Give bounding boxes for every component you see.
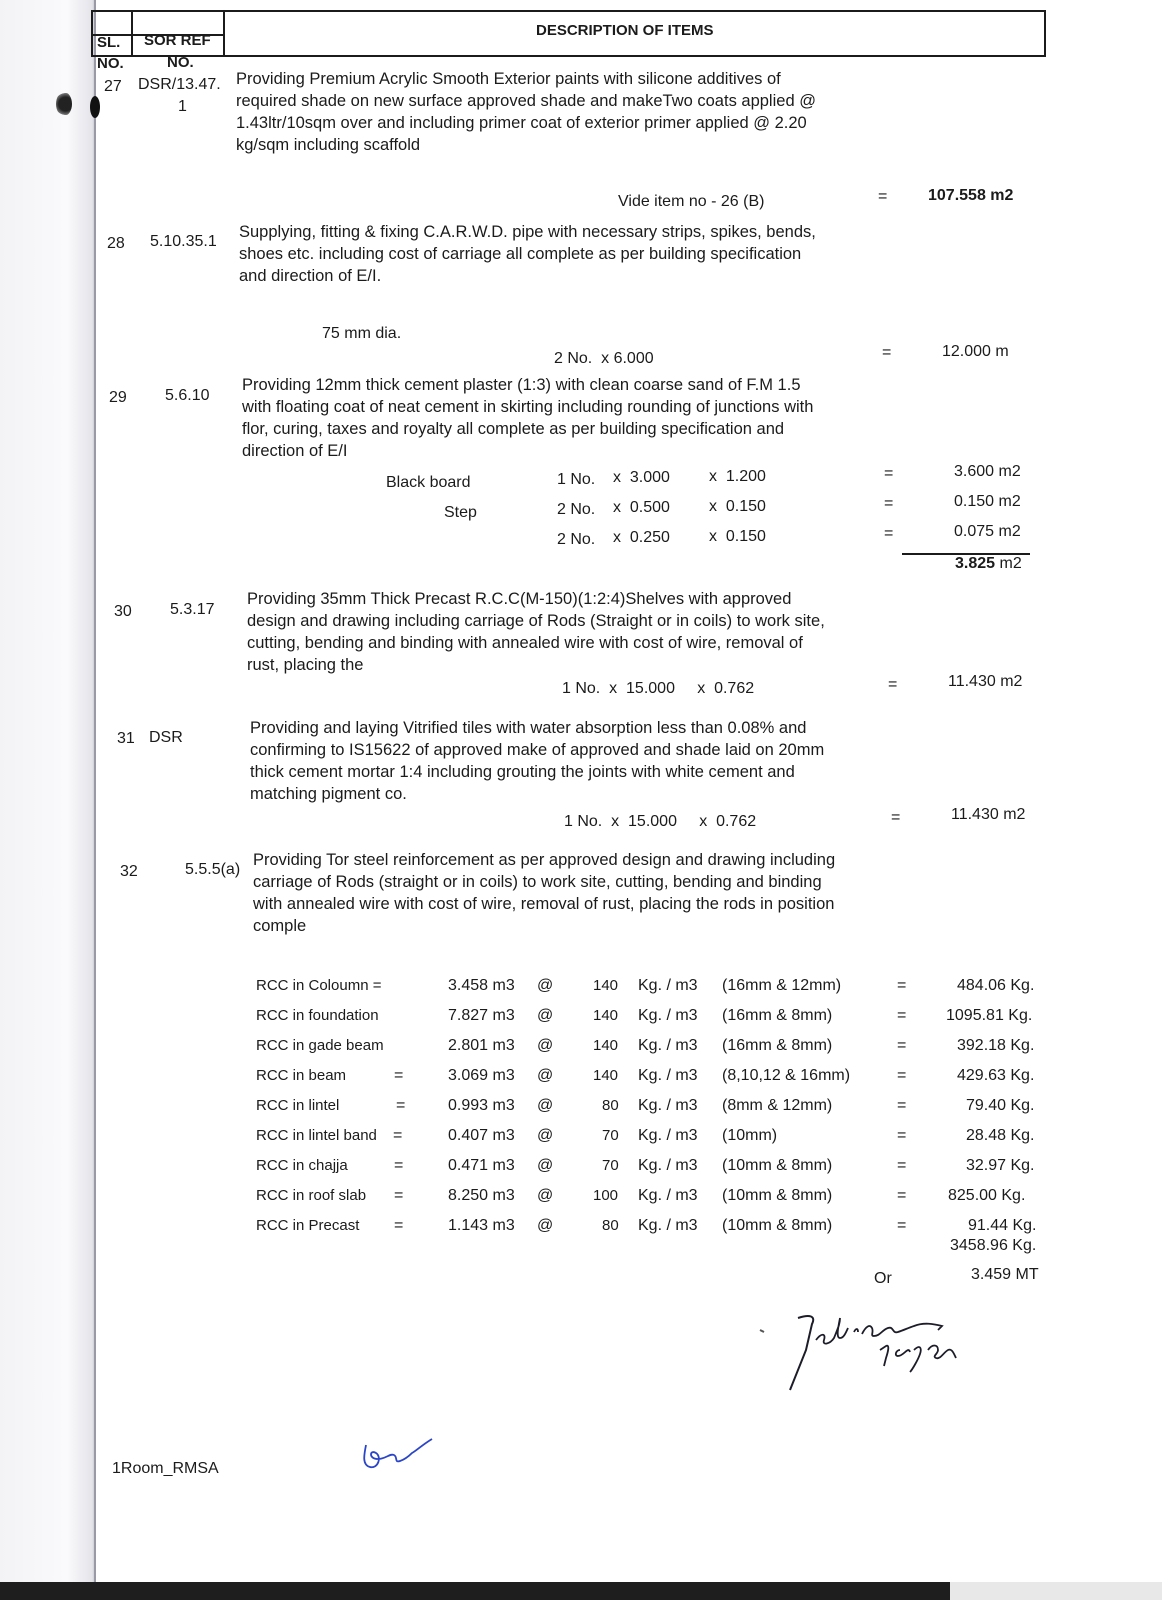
steel-unit: Kg. / m3 xyxy=(638,1007,698,1024)
steel-label-equals: = xyxy=(393,1127,403,1144)
steel-label: RCC in Precast xyxy=(256,1217,360,1234)
desc-line: confirming to IS15622 of approved make of approved and shade laid on 20mm xyxy=(250,741,825,759)
steel-quantity: 825.00 Kg. xyxy=(948,1187,1026,1204)
item-30-description xyxy=(247,588,825,676)
item-32-total-mt: 3.459 MT xyxy=(971,1266,1039,1283)
steel-unit: Kg. / m3 xyxy=(638,977,698,994)
item-28-sl: 28 xyxy=(107,235,125,252)
at-sign: @ xyxy=(537,1007,554,1024)
steel-rate: 70 xyxy=(602,1157,619,1174)
steel-quantity: 392.18 Kg. xyxy=(957,1037,1035,1054)
binding-edge xyxy=(0,0,96,1600)
or-label: Or xyxy=(874,1270,892,1287)
at-sign: @ xyxy=(537,1127,554,1144)
steel-rate: 140 xyxy=(593,1007,619,1024)
steel-diameter: (16mm & 8mm) xyxy=(722,1037,833,1054)
desc-line: comple xyxy=(253,917,307,935)
steel-equals: = xyxy=(897,1067,907,1084)
measure-label: Black board xyxy=(386,474,471,491)
desc-line: rust, placing the xyxy=(247,656,364,674)
steel-unit: Kg. / m3 xyxy=(638,1067,698,1084)
header-sor: SOR REF xyxy=(144,32,211,49)
item-28-sor: 5.10.35.1 xyxy=(150,233,217,250)
header-sl-2: NO. xyxy=(97,55,124,72)
measure-width: x 0.150 xyxy=(709,498,766,515)
measure-quantity: 0.150 m2 xyxy=(954,493,1021,510)
steel-equals: = xyxy=(897,1187,907,1204)
at-sign: @ xyxy=(537,1217,554,1234)
item-27-quantity: 107.558 m2 xyxy=(928,187,1014,204)
steel-rate: 80 xyxy=(602,1097,619,1114)
at-sign: @ xyxy=(537,1157,554,1174)
measure-quantity: 0.075 m2 xyxy=(954,523,1021,540)
signature-mark xyxy=(750,1310,1050,1400)
at-sign: @ xyxy=(537,1187,554,1204)
item-27-sor-2: 1 xyxy=(178,98,187,115)
steel-diameter: (10mm & 8mm) xyxy=(722,1187,833,1204)
punch-hole-mark xyxy=(90,96,100,118)
steel-equals: = xyxy=(897,1127,907,1144)
steel-diameter: (8,10,12 & 16mm) xyxy=(722,1067,851,1084)
measure-quantity: 3.600 m2 xyxy=(954,463,1021,480)
desc-line: Supplying, fitting & fixing C.A.R.W.D. pipe with necessary strips, spikes, bends, xyxy=(239,223,816,241)
desc-line: Providing 35mm Thick Precast R.C.C(M-150)(1:2:4)Shelves with approved xyxy=(247,590,792,608)
item-32-sor: 5.5.5(a) xyxy=(185,861,241,878)
header-sl: SL. xyxy=(97,34,121,51)
steel-diameter: (10mm & 8mm) xyxy=(722,1157,833,1174)
steel-rate: 140 xyxy=(593,977,619,994)
desc-line: cutting, bending and binding with annealed wire with cost of wire, removal of xyxy=(247,634,803,652)
desc-line: Providing and laying Vitrified tiles with water absorption less than 0.08% and xyxy=(250,719,807,737)
steel-quantity: 484.06 Kg. xyxy=(957,977,1035,994)
measure-count: 2 No. xyxy=(557,501,596,518)
steel-label: RCC in lintel band xyxy=(256,1127,377,1144)
at-sign: @ xyxy=(537,1097,554,1114)
steel-quantity: 32.97 Kg. xyxy=(966,1157,1035,1174)
steel-unit: Kg. / m3 xyxy=(638,1157,698,1174)
steel-rate: 140 xyxy=(593,1037,619,1054)
steel-volume: 0.993 m3 xyxy=(448,1097,515,1114)
steel-equals: = xyxy=(897,977,907,994)
at-sign: @ xyxy=(537,1037,554,1054)
steel-diameter: (10mm) xyxy=(722,1127,778,1144)
item-28-calc: 2 No. x 6.000 xyxy=(554,350,654,367)
item-27-sl: 27 xyxy=(104,78,122,95)
steel-volume: 2.801 m3 xyxy=(448,1037,515,1054)
item-31-equals: = xyxy=(891,809,901,826)
steel-equals: = xyxy=(897,1097,907,1114)
steel-quantity: 91.44 Kg. xyxy=(968,1217,1037,1234)
measure-length: x 3.000 xyxy=(613,469,670,486)
steel-rate: 80 xyxy=(602,1217,619,1234)
steel-label: RCC in chajja xyxy=(256,1157,348,1174)
steel-equals: = xyxy=(897,1217,907,1234)
item-27-equals: = xyxy=(878,188,888,205)
item-31-description xyxy=(250,717,824,805)
steel-volume: 0.407 m3 xyxy=(448,1127,515,1144)
at-sign: @ xyxy=(537,977,554,994)
steel-rate: 140 xyxy=(593,1067,619,1084)
desc-line: thick cement mortar 1:4 including grouting the joints with white cement and xyxy=(250,763,795,781)
item-31-calc: 1 No. x 15.000 x 0.762 xyxy=(564,813,757,830)
desc-line: shoes etc. including cost of carriage all complete as per building specification xyxy=(239,245,802,263)
steel-quantity: 28.48 Kg. xyxy=(966,1127,1035,1144)
steel-diameter: (10mm & 8mm) xyxy=(722,1217,833,1234)
measure-label: Step xyxy=(444,504,477,521)
item-29-total-value: 3.825 xyxy=(955,555,996,572)
steel-volume: 0.471 m3 xyxy=(448,1157,515,1174)
punch-hole xyxy=(56,92,72,116)
desc-line: Providing 12mm thick cement plaster (1:3) with clean coarse sand of F.M 1.5 xyxy=(242,376,801,394)
item-27-sor: DSR/13.47. xyxy=(138,76,221,93)
at-sign: @ xyxy=(537,1067,554,1084)
desc-line: 1.43ltr/10sqm over and including primer coat of exterior primer applied @ 2.20 xyxy=(236,114,807,132)
item-28-quantity: 12.000 m xyxy=(942,343,1009,360)
measure-length: x 0.250 xyxy=(613,529,670,546)
measure-equals: = xyxy=(884,465,894,482)
item-30-quantity: 11.430 m2 xyxy=(948,673,1023,690)
steel-label-equals: = xyxy=(394,1187,404,1204)
item-30-sor: 5.3.17 xyxy=(170,601,215,618)
steel-label: RCC in Coloumn = xyxy=(256,977,382,994)
steel-unit: Kg. / m3 xyxy=(638,1217,698,1234)
item-27-vide: Vide item no - 26 (B) xyxy=(618,193,765,210)
steel-volume: 3.069 m3 xyxy=(448,1067,515,1084)
steel-label: RCC in gade beam xyxy=(256,1037,384,1054)
binding-edge-line xyxy=(94,0,96,1600)
item-30-calc: 1 No. x 15.000 x 0.762 xyxy=(562,680,755,697)
steel-label-equals: = xyxy=(394,1217,404,1234)
item-31-quantity: 11.430 m2 xyxy=(951,806,1026,823)
desc-line: Providing Tor steel reinforcement as per approved design and drawing including xyxy=(253,851,836,869)
item-29-total-unit: m2 xyxy=(999,555,1022,572)
item-32-total: 3458.96 Kg. xyxy=(950,1237,1037,1254)
steel-equals: = xyxy=(897,1157,907,1174)
steel-unit: Kg. / m3 xyxy=(638,1097,698,1114)
desc-line: with annealed wire with cost of wire, removal of rust, placing the rods in position xyxy=(253,895,835,913)
item-31-sor: DSR xyxy=(149,729,183,746)
item-28-sub: 75 mm dia. xyxy=(322,325,402,342)
desc-line: matching pigment co. xyxy=(250,785,407,803)
steel-quantity: 1095.81 Kg. xyxy=(946,1007,1033,1024)
desc-line: and direction of E/I. xyxy=(239,267,382,285)
desc-line: required shade on new surface approved shade and makeTwo coats applied @ xyxy=(236,92,816,110)
steel-diameter: (16mm & 8mm) xyxy=(722,1007,833,1024)
item-31-sl: 31 xyxy=(117,730,135,747)
desc-line: flor, curing, taxes and royalty all complete as per building specification and xyxy=(242,420,785,438)
steel-unit: Kg. / m3 xyxy=(638,1127,698,1144)
steel-label: RCC in foundation xyxy=(256,1007,379,1024)
item-30-sl: 30 xyxy=(114,603,132,620)
steel-label-equals: = xyxy=(394,1067,404,1084)
steel-quantity: 79.40 Kg. xyxy=(966,1097,1035,1114)
desc-line: with floating coat of neat cement in skirting including rounding of junctions with xyxy=(242,398,814,416)
steel-equals: = xyxy=(897,1007,907,1024)
item-29-sl: 29 xyxy=(109,389,127,406)
item-32-description xyxy=(253,849,835,937)
item-28-description xyxy=(239,221,816,287)
header-description: DESCRIPTION OF ITEMS xyxy=(536,22,714,39)
steel-label-equals: = xyxy=(396,1097,406,1114)
steel-volume: 3.458 m3 xyxy=(448,977,515,994)
steel-rate: 70 xyxy=(602,1127,619,1144)
desc-line: kg/sqm including scaffold xyxy=(236,136,421,154)
measure-count: 1 No. xyxy=(557,471,596,488)
measure-width: x 0.150 xyxy=(709,528,766,545)
scan-bottom-gap xyxy=(950,1582,1162,1600)
steel-quantity: 429.63 Kg. xyxy=(957,1067,1035,1084)
steel-unit: Kg. / m3 xyxy=(638,1037,698,1054)
document-name: 1Room_RMSA xyxy=(112,1460,219,1477)
desc-line: design and drawing including carriage of Rods (Straight or in coils) to work site, xyxy=(247,612,825,630)
steel-label-equals: = xyxy=(394,1157,404,1174)
item-29-description xyxy=(242,374,813,462)
steel-unit: Kg. / m3 xyxy=(638,1187,698,1204)
measure-count: 2 No. xyxy=(557,531,596,548)
item-28-equals: = xyxy=(882,344,892,361)
item-29-total xyxy=(955,555,1022,573)
steel-diameter: (8mm & 12mm) xyxy=(722,1097,833,1114)
steel-volume: 8.250 m3 xyxy=(448,1187,515,1204)
item-27-description xyxy=(236,68,816,156)
item-29-sor: 5.6.10 xyxy=(165,387,210,404)
header-sor-2: NO. xyxy=(167,54,194,71)
initials-mark xyxy=(360,1435,440,1475)
steel-rate: 100 xyxy=(593,1187,619,1204)
desc-line: carriage of Rods (straight or in coils) to work site, cutting, bending and binding xyxy=(253,873,822,891)
desc-line: Providing Premium Acrylic Smooth Exterior paints with silicone additives of xyxy=(236,70,781,88)
measure-equals: = xyxy=(884,495,894,512)
steel-label: RCC in roof slab xyxy=(256,1187,367,1204)
measure-length: x 0.500 xyxy=(613,499,670,516)
item-32-sl: 32 xyxy=(120,863,138,880)
steel-equals: = xyxy=(897,1037,907,1054)
steel-diameter: (16mm & 12mm) xyxy=(722,977,842,994)
steel-volume: 1.143 m3 xyxy=(448,1217,515,1234)
measure-equals: = xyxy=(884,525,894,542)
item-30-equals: = xyxy=(888,676,898,693)
measure-width: x 1.200 xyxy=(709,468,766,485)
steel-label: RCC in lintel xyxy=(256,1097,340,1114)
steel-volume: 7.827 m3 xyxy=(448,1007,515,1024)
desc-line: direction of E/I xyxy=(242,442,348,460)
steel-label: RCC in beam xyxy=(256,1067,347,1084)
